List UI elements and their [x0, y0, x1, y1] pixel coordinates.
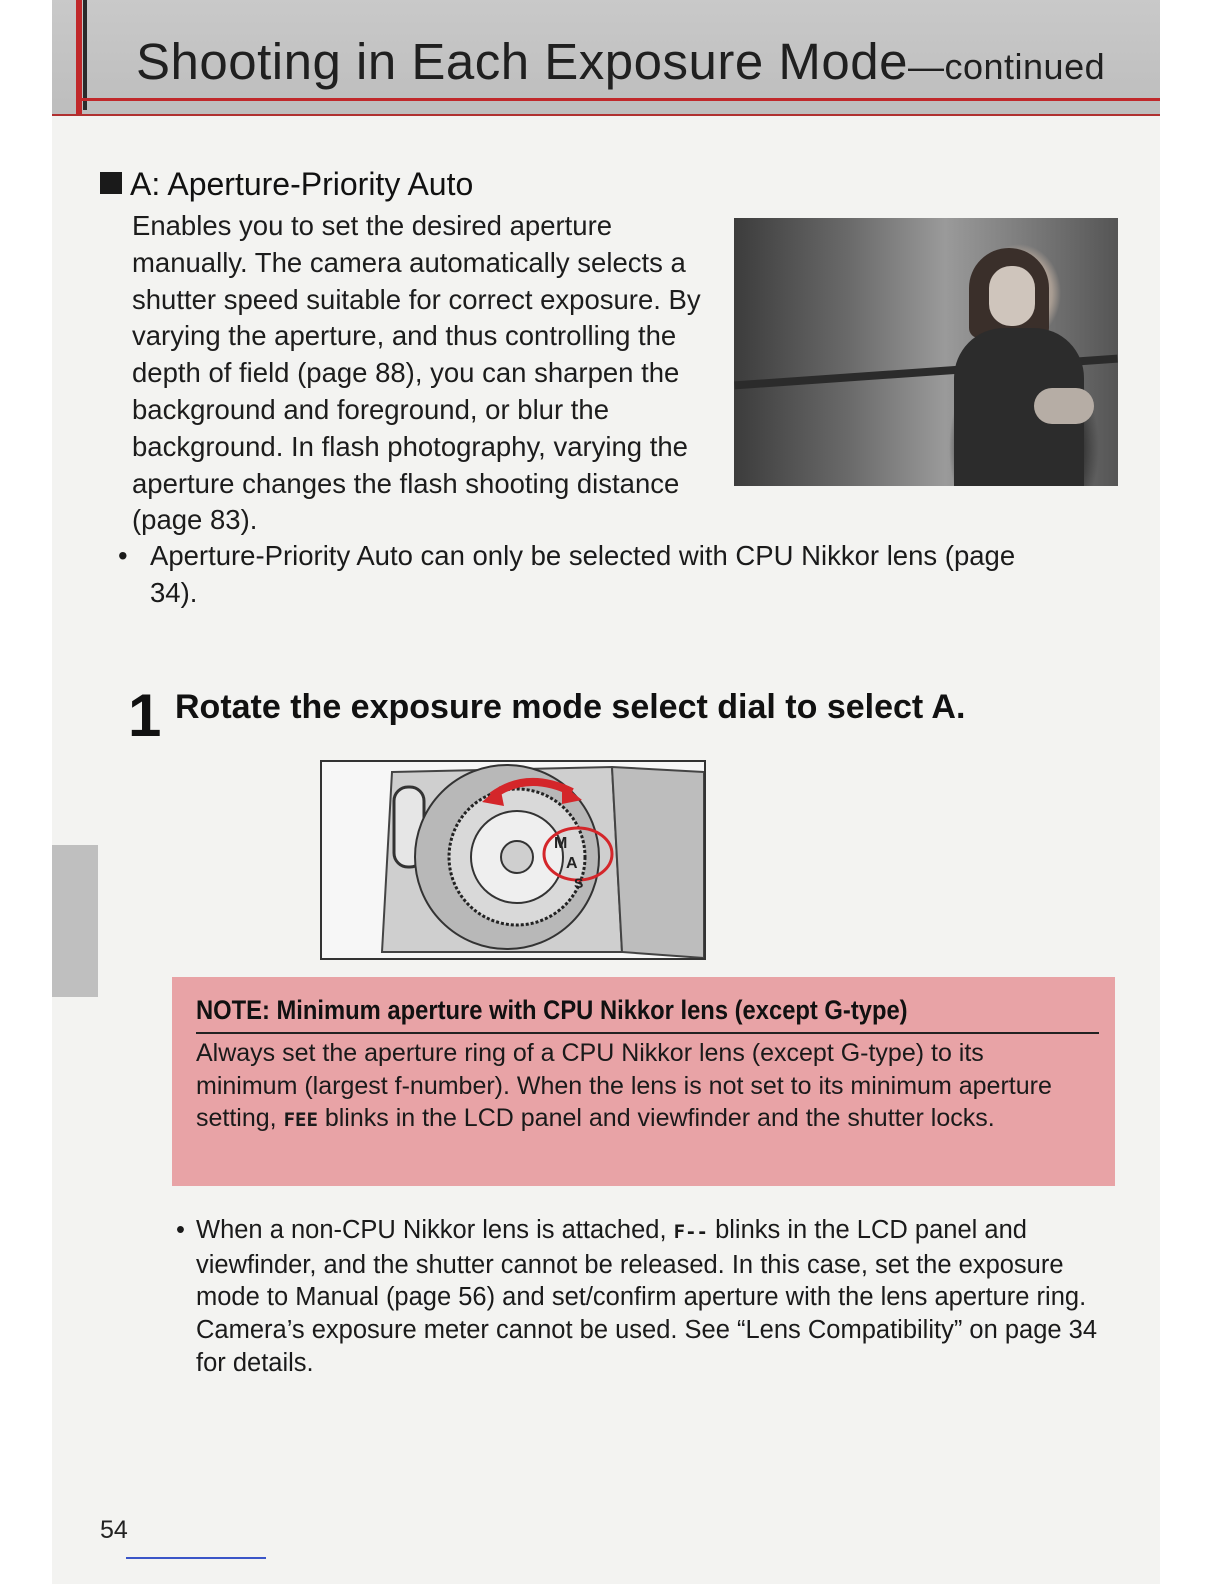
bullet-dot-icon: • [176, 1216, 185, 1244]
cpu-lens-bullet-text: Aperture-Priority Auto can only be selected with CPU Nikkor lens (page 34). [150, 540, 1016, 608]
note-title: NOTE: Minimum aperture with CPU Nikkor lens (except G-type) [196, 995, 908, 1025]
page-title [136, 32, 1105, 91]
page-title-text: Shooting in Each Exposure Mode [136, 33, 908, 90]
intro-paragraph: Enables you to set the desired aperture manually. The camera automatically selects a shutter speed suitable for correct exposure. By varying the aperture, and thus controlling the depth of field (page 88), you can sharpen the background and foreground, or blur the background. In flash photography, varying the aperture changes the flash shooting distance (page 83). [132, 210, 701, 536]
photo-face [989, 266, 1035, 326]
dial-label-s: S [574, 875, 584, 891]
portrait-photo [734, 218, 1118, 486]
lcd-fee-indicator: FEE [283, 1109, 318, 1131]
dial-label-a: A [566, 855, 578, 872]
page-title-suffix: —continued [907, 46, 1106, 87]
note-body-after: blinks in the LCD panel and viewfinder and the shutter locks. [324, 1104, 995, 1132]
note-divider [196, 1032, 1099, 1034]
mode-dial-illustration [320, 760, 706, 960]
footer-rule [126, 1557, 266, 1559]
page-header [52, 0, 1160, 116]
bullet-dot-icon: • [118, 540, 128, 571]
page-number: 54 [100, 1516, 128, 1544]
non-cpu-lens-bullet [176, 1214, 1116, 1380]
bullet2-before: When a non-CPU Nikkor lens is attached, [196, 1216, 667, 1244]
photo-arm [1034, 388, 1094, 424]
bullet2-after: blinks in the LCD panel and viewfinder, and the shutter cannot be released. In this case, set the exposure mode to Manual (page 56) and set/confirm aperture with the lens aperture ring. Camera’s exposure meter cannot be used. See “Lens Compatibility” on page 34 for details. [196, 1216, 1098, 1377]
non-cpu-lens-bullet-text [196, 1214, 1116, 1380]
header-dark-bar [83, 0, 87, 110]
note-body-before: Always set the aperture ring of a CPU Nikkor lens (except G-type) to its minimum (largest f-number). When the lens is not set to its minimum aperture setting, [196, 1039, 1052, 1132]
section-heading [100, 166, 473, 203]
dial-label-m: M [554, 835, 568, 852]
lcd-f-dash-indicator: F-- [673, 1221, 708, 1243]
header-underline [76, 98, 1160, 101]
section-heading-text: A: Aperture-Priority Auto [130, 166, 474, 202]
camera-dial-drawing [322, 762, 704, 958]
header-accent-bar [76, 0, 82, 114]
step-title: Rotate the exposure mode select dial to select A. [175, 688, 966, 726]
note-body [196, 1037, 1086, 1137]
square-bullet-icon [100, 172, 122, 194]
step-number: 1 [128, 682, 162, 749]
cpu-lens-bullet [118, 537, 1058, 611]
note-box [172, 977, 1115, 1186]
side-index-tab [52, 845, 98, 997]
